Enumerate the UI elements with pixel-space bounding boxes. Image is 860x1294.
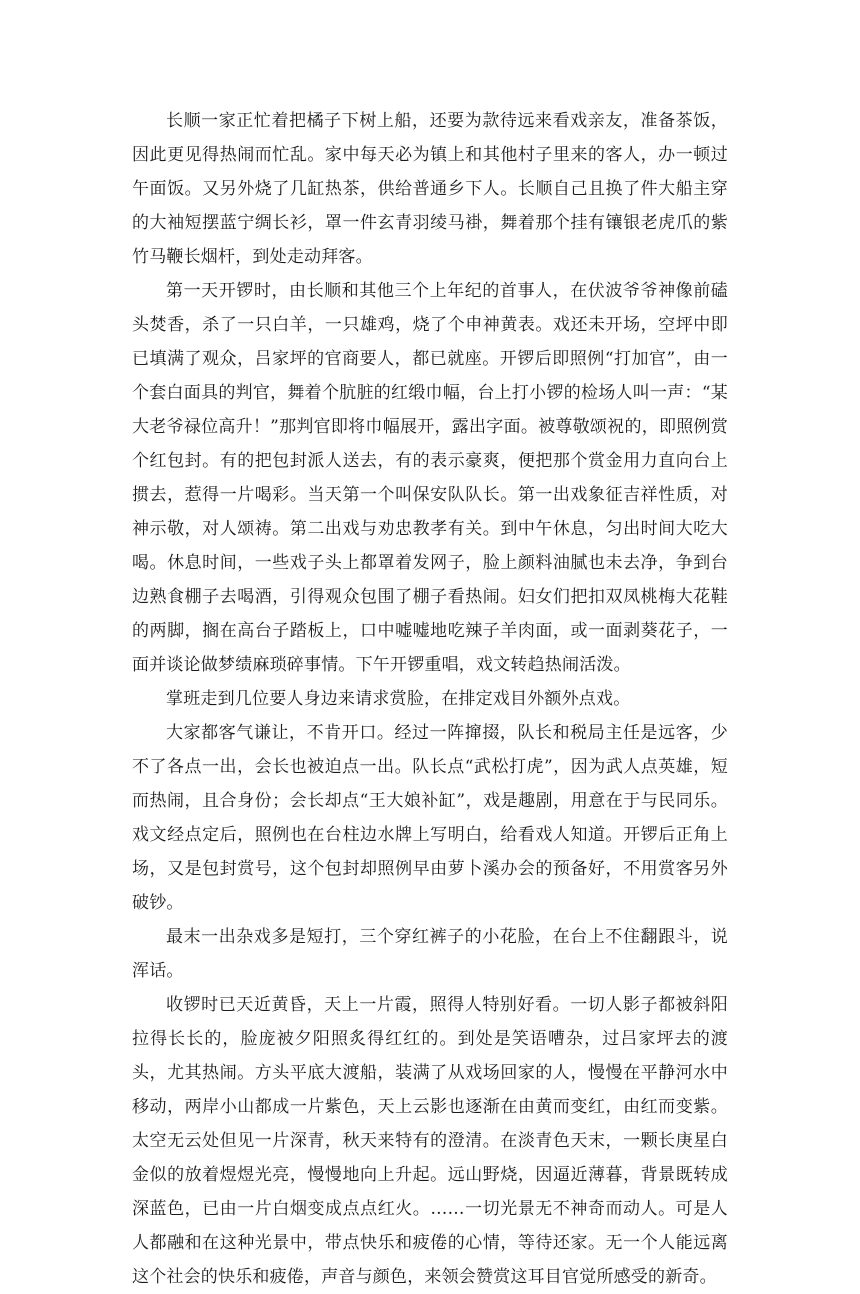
paragraph-3: 掌班走到几位要人身边来请求赏脸，在排定戏目外额外点戏。 (166, 689, 631, 709)
paragraph-6: 收锣时已天近黄昏，天上一片霞，照得人特别好看。一切人影子都被斜阳拉得长长的，脸庞被夕阳照炙得红红的。到处是笑语嘈杂，过吕家坪去的渡头，尤其热闹。方头平底大渡船，装满了从戏场回家的人，慢慢在平静河水中移动，两岸小山都成一片紫色，天上云影也逐渐在由黄而变红，由红而变紫。太空无云处但见一片深青，秋天来特有的澄清。在淡青色天末，一颗长庚星白金似的放着煜煜光亮，慢慢地向上升起。远山野烧，因逼近薄暮，背景既转成深蓝色，已由一片白烟变成点点红火。……一切光景无不神奇而动人。可是人人都融和在这种光景中，带点快乐和疲倦的心情，等待还家。无一个人能远离这个社会的快乐和疲倦，声音与颜色，来领会赞赏这耳目官觉所感受的新奇。 (132, 995, 728, 1287)
paragraph-4: 大家都客气谦让，不肯开口。经过一阵撺掇，队长和税局主任是远客，少不了各点一出，会长也被迫点一出。队长点“武松打虎”，因为武人点英雄，短而热闹，且合身份；会长却点“王大娘补缸”，戏是趣剧，用意在于与民同乐。戏文经点定后，照例也在台柱边水牌上写明白，给看戏人知道。开锣后正角上场，又是包封赏号，这个包封却照例早由萝卜溪办会的预备好，不用赏客另外破钞。 (132, 723, 728, 913)
paragraph-2: 第一天开锣时，由长顺和其他三个上年纪的首事人，在伏波爷爷神像前磕头焚香，杀了一只白羊，一只雄鸡，烧了个申神黄表。戏还未开场，空坪中即已填满了观众，吕家坪的官商要人，都已就座。开锣后即照例“打加官”，由一个套白面具的判官，舞着个肮脏的红缎巾幅，台上打小锣的检场人叫一声：“某大老爷禄位高升！”那判官即将巾幅展开，露出字面。被尊敬颂祝的，即照例赏个红包封。有的把包封派人送去，有的表示豪爽，便把那个赏金用力直向台上掼去，惹得一片喝彩。当天第一个叫保安队队长。第一出戏象征吉祥性质，对神示敬，对人颂祷。第二出戏与劝忠教孝有关。到中午休息，匀出时间大吃大喝。休息时间，一些戏子头上都罩着发网子，脸上颜料油腻也未去净，争到台边熟食棚子去喝酒，引得观众包围了棚子看热闹。妇女们把扣双凤桃梅大花鞋的两脚，搁在高台子踏板上，口中嘘嘘地吃辣子羊肉面，或一面剥葵花子，一面并谈论做梦绩麻琐碎事情。下午开锣重唱，戏文转趋热闹活泼。 (132, 281, 728, 675)
paragraph-5: 最末一出杂戏多是短打，三个穿红裤子的小花脸，在台上不住翻跟斗，说浑话。 (132, 927, 728, 981)
document-page (132, 104, 728, 1294)
paragraph-1: 长顺一家正忙着把橘子下树上船，还要为款待远来看戏亲友，准备茶饭，因此更见得热闹而忙乱。家中每天必为镇上和其他村子里来的客人，办一顿过午面饭。又另外烧了几缸热茶，供给普通乡下人。长顺自己且换了件大船主穿的大袖短摆蓝宁绸长衫，罩一件玄青羽绫马褂，舞着那个挂有镶银老虎爪的紫竹马鞭长烟杆，到处走动拜客。 (132, 111, 728, 267)
